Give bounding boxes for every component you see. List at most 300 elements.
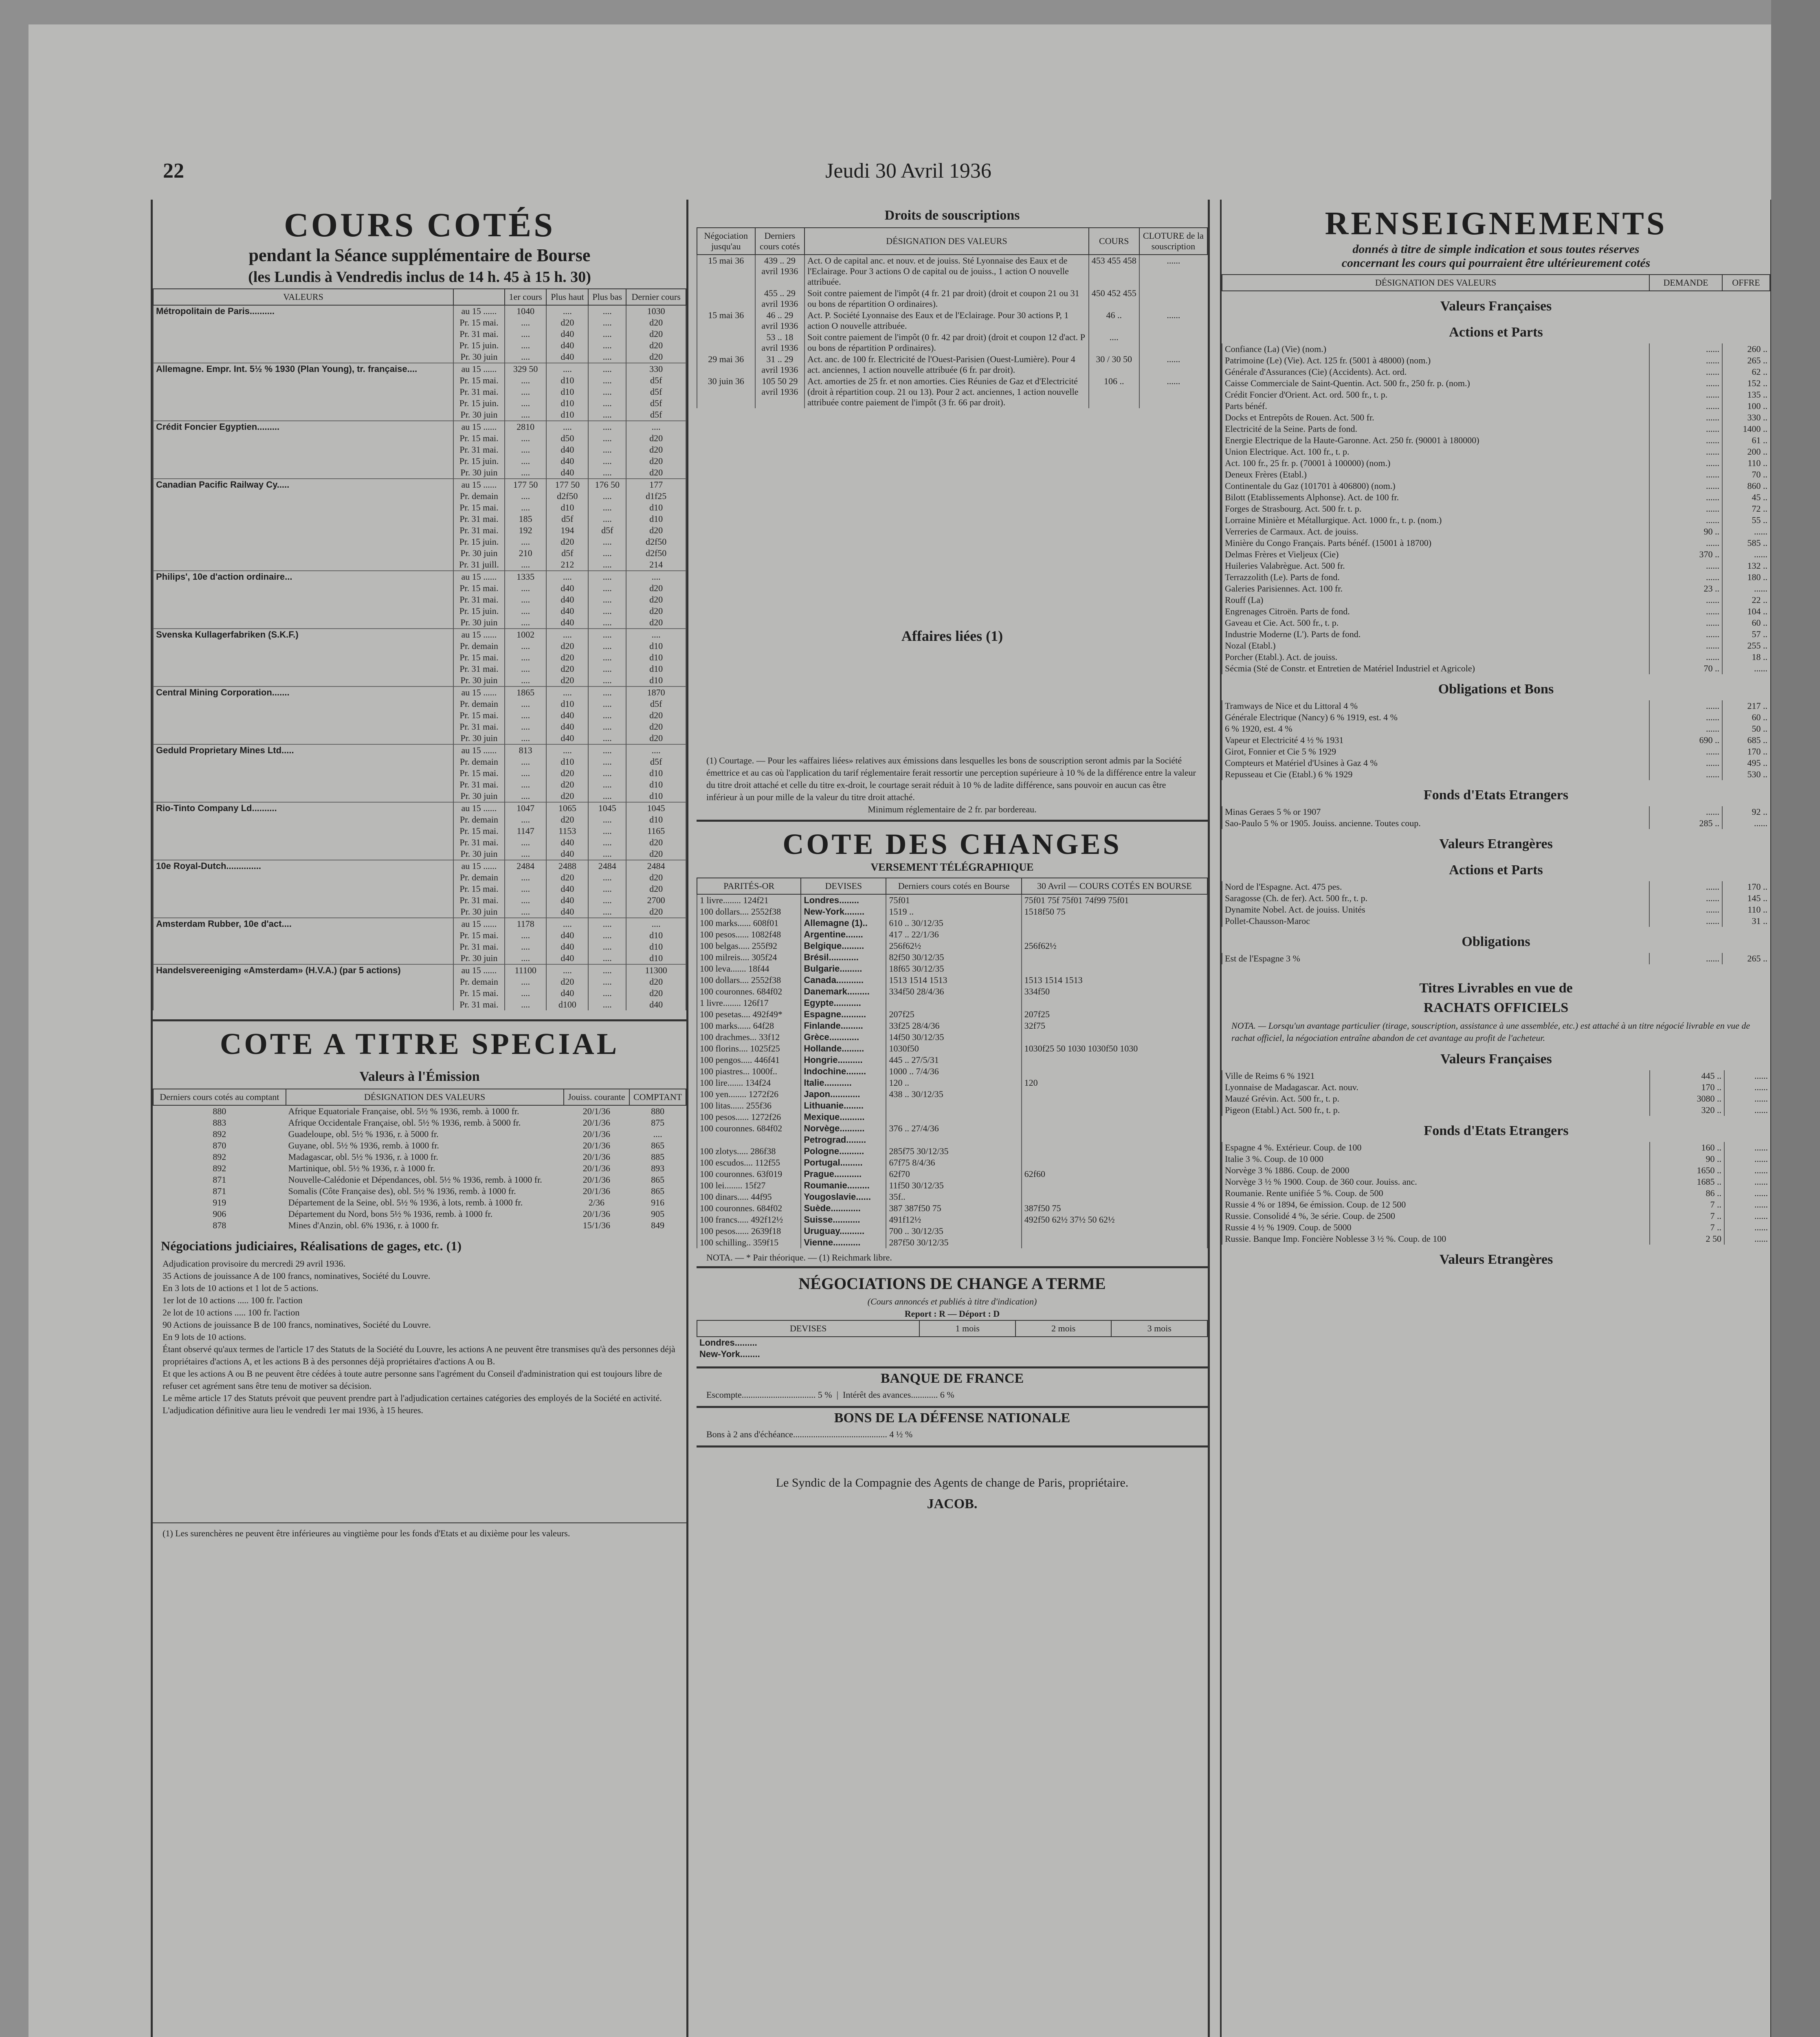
cours-cell: 177 50	[505, 479, 547, 491]
changes-cell: 18f65 30/12/35	[886, 963, 1021, 975]
cours-cell: ....	[505, 409, 547, 421]
cours-cell: 2700	[626, 895, 686, 906]
cours-cell: d50	[546, 433, 588, 444]
valeur-name: Caisse Commerciale de Saint-Quentin. Act. 500 fr., 250 fr. p. (nom.)	[1222, 378, 1649, 389]
table-row	[697, 1043, 1207, 1054]
cours-cell: ....	[626, 571, 686, 583]
table-row	[153, 1140, 686, 1151]
changes-cell: 100 milreis.... 305f24	[697, 952, 801, 963]
table-row	[697, 1134, 1207, 1146]
cours-cell: 1045	[588, 802, 626, 814]
cours-cell: d10	[626, 675, 686, 686]
cours-cell: Pr. 31 mai.	[453, 444, 505, 455]
valeur-name: Espagne 4 %. Extérieur. Coup. de 100	[1222, 1142, 1650, 1153]
cours-cell: d1f25	[626, 491, 686, 502]
table-row	[153, 525, 686, 536]
changes-cell: 417 .. 22/1/36	[886, 929, 1021, 940]
cours-cell: au 15 ......	[453, 479, 505, 491]
cours-cell: ....	[588, 340, 626, 351]
changes-nota: NOTA. — * Pair théorique. — (1) Reichmark libre.	[706, 1252, 892, 1263]
valeur-name: Rouff (La)	[1222, 594, 1649, 606]
table-row	[1222, 480, 1770, 492]
valeur-name	[153, 698, 453, 710]
cours-cell: Pr. 31 mai.	[453, 328, 505, 340]
table-row	[1222, 746, 1770, 757]
valeur-name	[153, 953, 453, 964]
cours-cell: d20	[626, 848, 686, 860]
column-renseignements	[1220, 200, 1772, 2037]
cours-cell: d40	[546, 906, 588, 918]
cours-cell: ....	[505, 433, 547, 444]
droits-cell: ......	[1139, 310, 1207, 332]
changes-cell: 438 .. 30/12/35	[886, 1089, 1021, 1100]
cours-cell: d40	[546, 953, 588, 964]
changes-cell: 287f50 30/12/35	[886, 1237, 1021, 1248]
cours-cell: 176 50	[588, 479, 626, 491]
table-row	[1222, 1153, 1770, 1165]
titre-special-title: COTE A TITRE SPECIAL	[220, 1027, 620, 1061]
cours-cell: 1002	[505, 629, 547, 640]
valeur-name: Dynamite Nobel. Act. de jouiss. Unités	[1222, 904, 1649, 915]
cours-cotes-header-cell: Plus bas	[588, 289, 626, 305]
valeur-name	[153, 906, 453, 918]
table-row	[697, 255, 1207, 288]
negociations-line: 35 Actions de jouissance A de 100 francs, nominatives, Société du Louvre.	[163, 1271, 431, 1281]
table-row	[153, 802, 686, 814]
price-cell: 90 ..	[1649, 526, 1722, 537]
cours-cell: d40	[546, 895, 588, 906]
cours-cell: d40	[546, 351, 588, 363]
table-row	[153, 1151, 686, 1163]
cours-cell: ....	[505, 559, 547, 571]
valeur-name: Amsterdam Rubber, 10e d'act....	[153, 918, 453, 930]
cours-cell: 1065	[546, 802, 588, 814]
changes-cell: 334f50 28/4/36	[886, 986, 1021, 997]
changes-cell: 387f50 75	[1022, 1203, 1207, 1214]
valeur-name: Norvège 3 % 1886. Coup. de 2000	[1222, 1165, 1650, 1176]
cours-cell: 330	[626, 363, 686, 375]
cours-cell: d40	[546, 710, 588, 721]
droits-cell: 46 .. 29 avril 1936	[755, 310, 805, 332]
table-row	[153, 918, 686, 930]
table-row	[697, 940, 1207, 952]
changes-cell	[1022, 1066, 1207, 1077]
changes-cell: 100 pesetas.... 492f49*	[697, 1009, 801, 1020]
cours-cell: d40	[546, 721, 588, 733]
cours-cell: Pr. 31 mai.	[453, 513, 505, 525]
cours-cell: 1178	[505, 918, 547, 930]
cours-cell: 1335	[505, 571, 547, 583]
table-row	[153, 502, 686, 513]
valeur-name	[153, 999, 453, 1010]
price-cell: ......	[1649, 560, 1722, 572]
valeur-name	[153, 455, 453, 467]
valeur-name	[153, 433, 453, 444]
droits-cell: Act. P. Société Lyonnaise des Eaux et de l'Eclairage. Pour 30 actions P, 1 action O nouvelle attribuée.	[804, 310, 1089, 332]
price-cell: 1400 ..	[1722, 423, 1770, 435]
titre-special-header-cell: Derniers cours cotés au comptant	[153, 1089, 286, 1105]
banque-rates: Escompte................................. 5 % | Intérêt des avances............ 6 %	[706, 1390, 954, 1400]
cours-cotes-header-cell: Dernier cours	[626, 289, 686, 305]
titre-special-cell: 893	[651, 1163, 665, 1173]
titre-special-table	[153, 1089, 686, 1231]
changes-cell: 100 pengos..... 446f41	[697, 1054, 801, 1066]
cours-cell: ....	[505, 848, 547, 860]
price-cell: 495 ..	[1722, 757, 1770, 769]
cours-cell: d20	[626, 433, 686, 444]
changes-cell: 62f70	[886, 1168, 1021, 1180]
cours-cell: ....	[588, 918, 626, 930]
table-row	[697, 1020, 1207, 1032]
terme-cell	[1111, 1348, 1207, 1360]
cours-cell: Pr. demain	[453, 640, 505, 652]
cours-cell: d20	[626, 721, 686, 733]
valeur-name: Geduld Proprietary Mines Ltd.....	[153, 744, 453, 756]
price-cell: ......	[1649, 606, 1722, 617]
cours-cell: 2484	[588, 860, 626, 872]
table-row	[153, 906, 686, 918]
price-cell: ......	[1722, 583, 1770, 594]
changes-cell	[1022, 1089, 1207, 1100]
cours-cell: ....	[505, 386, 547, 398]
cours-cell: ....	[505, 583, 547, 594]
changes-cell: Yougoslavie......	[801, 1191, 886, 1203]
cours-cell: Pr. 30 juin	[453, 953, 505, 964]
table-row	[1222, 806, 1770, 818]
changes-cell: Brésil............	[801, 952, 886, 963]
rachats-table	[1222, 1044, 1770, 1271]
cours-cell: ....	[588, 375, 626, 386]
negociations-line: Et que les actions A ou B ne peuvent être cédées à toute autre personne sans l'agrément du Conseil d'administration qui est toujours libre de refuser cet agrément sans être tenu de motiver sa décision.	[163, 1368, 662, 1391]
renseignements-subtitle2: concernant les cours qui pourraient être ultérieurement cotés	[1341, 256, 1651, 270]
price-cell: 255 ..	[1722, 640, 1770, 651]
titre-special-cell: 880	[651, 1106, 665, 1116]
cours-cell: d20	[546, 652, 588, 663]
cours-cell: ....	[588, 941, 626, 953]
price-cell: 50 ..	[1722, 723, 1770, 735]
cours-cell: ....	[588, 906, 626, 918]
table-row	[697, 288, 1207, 310]
table-row	[697, 986, 1207, 997]
cours-cell: d5f	[626, 409, 686, 421]
changes-cell: Bulgarie.........	[801, 963, 886, 975]
cours-cell: d10	[546, 375, 588, 386]
price-cell: 61 ..	[1722, 435, 1770, 446]
cours-cell: Pr. 15 mai.	[453, 502, 505, 513]
price-cell: ......	[1649, 806, 1722, 818]
cours-cell: Pr. 31 mai.	[453, 525, 505, 536]
cours-cell: ....	[626, 918, 686, 930]
cours-cell: d10	[626, 640, 686, 652]
valeur-name	[153, 790, 453, 802]
valeur-name: Russie. Consolidé 4 %, 3e série. Coup. de 2500	[1222, 1210, 1650, 1222]
cours-cell: d40	[546, 837, 588, 848]
changes-cell: 1513 1514 1513	[1022, 975, 1207, 986]
titre-special-cell: 875	[651, 1117, 665, 1128]
table-row	[153, 825, 686, 837]
courtage-minimum: Minimum réglementaire de 2 fr. par bordereau.	[868, 804, 1037, 814]
cours-cell: ....	[588, 605, 626, 617]
table-row	[697, 1032, 1207, 1043]
cours-cell: d20	[546, 675, 588, 686]
cours-cell: ....	[505, 883, 547, 895]
table-row	[153, 351, 686, 363]
table-row	[1222, 1210, 1770, 1222]
price-cell: ......	[1649, 343, 1722, 355]
table-row	[697, 1054, 1207, 1066]
valeur-name	[153, 317, 453, 328]
changes-cell: Danemark.........	[801, 986, 886, 997]
valeur-name: Union Electrique. Act. 100 fr., t. p.	[1222, 446, 1649, 458]
changes-cell: 334f50	[1022, 986, 1207, 997]
cours-cell: ....	[505, 536, 547, 548]
changes-title: COTE DES CHANGES	[783, 828, 1122, 860]
table-row	[153, 733, 686, 744]
valeur-name: Galeries Parisiennes. Act. 100 fr.	[1222, 583, 1649, 594]
valeur-name: Terrazzolith (Le). Parts de fond.	[1222, 572, 1649, 583]
price-cell: ......	[1649, 700, 1722, 712]
cours-cell: d20	[546, 790, 588, 802]
column-droits-changes	[697, 200, 1210, 2037]
valeur-name	[153, 525, 453, 536]
cours-cell: d20	[546, 814, 588, 825]
price-cell: 217 ..	[1722, 700, 1770, 712]
cours-cell: d20	[626, 351, 686, 363]
changes-cell	[1022, 1111, 1207, 1123]
table-row	[697, 1337, 1207, 1348]
table-row	[1222, 400, 1770, 412]
cours-cell: ....	[588, 848, 626, 860]
cours-cell: 212	[546, 559, 588, 571]
signature-name: JACOB.	[927, 1496, 978, 1511]
cours-cell: ....	[588, 976, 626, 988]
price-cell: ......	[1649, 480, 1722, 492]
price-cell: 60 ..	[1722, 617, 1770, 629]
valeur-name: Générale Electrique (Nancy) 6 % 1919, est. 4 %	[1222, 712, 1649, 723]
cours-cell: ....	[505, 351, 547, 363]
price-cell: 70 ..	[1649, 663, 1722, 674]
cours-cell: ....	[588, 351, 626, 363]
changes-cell: 100 florins.... 1025f25	[697, 1043, 801, 1054]
titre-special-cell: ....	[653, 1129, 662, 1139]
changes-cell: 120	[1022, 1077, 1207, 1089]
cours-cell: ....	[588, 629, 626, 640]
table-row	[697, 1237, 1207, 1248]
titre-special-cell: Guadeloupe, obl. 5½ % 1936, r. à 5000 fr.	[288, 1129, 439, 1139]
valeur-name: Russie. Banque Imp. Foncière Noblesse 3 ½ %. Coup. de 100	[1222, 1233, 1650, 1245]
table-row	[153, 605, 686, 617]
cours-cell: Pr. demain	[453, 698, 505, 710]
price-cell: ......	[1649, 769, 1722, 780]
cours-cell: ....	[588, 837, 626, 848]
valeur-name: Crédit Foncier d'Orient. Act. ord. 500 fr., t. p.	[1222, 389, 1649, 400]
table-row	[1222, 915, 1770, 927]
changes-cell: 1518f50 75	[1022, 906, 1207, 917]
cours-cell: ....	[588, 872, 626, 883]
valeur-name: Saragosse (Ch. de fer). Act. 500 fr., t. p.	[1222, 893, 1649, 904]
changes-cell: 100 piastres... 1000f..	[697, 1066, 801, 1077]
valeur-name: Industrie Moderne (L'). Parts de fond.	[1222, 629, 1649, 640]
price-cell: ......	[1649, 389, 1722, 400]
cours-cell: Pr. 31 mai.	[453, 895, 505, 906]
changes-cell	[886, 1134, 1021, 1146]
changes-cell	[1022, 917, 1207, 929]
cours-cell: ....	[546, 363, 588, 375]
changes-cell	[1022, 1032, 1207, 1043]
changes-cell: 207f25	[1022, 1009, 1207, 1020]
cours-cell: d5f	[546, 513, 588, 525]
cours-cell: d10	[546, 386, 588, 398]
changes-cell: 100 marks...... 64f28	[697, 1020, 801, 1032]
cours-cell: Pr. 30 juin	[453, 409, 505, 421]
changes-cell	[1022, 1225, 1207, 1237]
cours-cell: Pr. 30 juin	[453, 733, 505, 744]
signature-line: Le Syndic de la Compagnie des Agents de change de Paris, propriétaire.	[776, 1476, 1129, 1489]
changes-cell: Espagne..........	[801, 1009, 886, 1020]
droits-cell: ......	[1139, 354, 1207, 376]
price-cell: 152 ..	[1722, 378, 1770, 389]
price-cell: ......	[1722, 526, 1770, 537]
changes-cell: Belgique.........	[801, 940, 886, 952]
valeur-name	[153, 988, 453, 999]
price-cell: 55 ..	[1722, 515, 1770, 526]
table-row	[697, 1168, 1207, 1180]
valeur-name: Minas Geraes 5 % or 1907	[1222, 806, 1649, 818]
changes-cell: 100 zlotys..... 286f38	[697, 1146, 801, 1157]
valeur-name	[153, 814, 453, 825]
cours-cell: ....	[505, 663, 547, 675]
table-row	[1222, 572, 1770, 583]
titre-special-cell: 916	[651, 1197, 665, 1208]
cours-cotes-table	[153, 288, 686, 1010]
titre-special-cell: 871	[213, 1186, 226, 1196]
price-cell: ......	[1649, 412, 1722, 423]
changes-cell: 256f62½	[886, 940, 1021, 952]
valeur-name: Norvège 3 ½ % 1900. Coup. de 360 cour. Jouiss. anc.	[1222, 1176, 1650, 1188]
table-row	[697, 917, 1207, 929]
cours-cell: Pr. 30 juin	[453, 617, 505, 629]
cours-cell: au 15 ......	[453, 363, 505, 375]
cours-cell: d40	[546, 328, 588, 340]
price-cell: ......	[1724, 1210, 1770, 1222]
cours-cell: d20	[626, 883, 686, 895]
cours-cell: Pr. 30 juin	[453, 675, 505, 686]
cours-cell: ....	[588, 790, 626, 802]
cours-cell: au 15 ......	[453, 305, 505, 317]
changes-cell: 100 marks...... 608f01	[697, 917, 801, 929]
cours-cell: d20	[546, 317, 588, 328]
cours-cell: Pr. 15 mai.	[453, 988, 505, 999]
changes-cell: 75f01 75f 75f01 74f99 75f01	[1022, 894, 1207, 906]
cours-cell: au 15 ......	[453, 964, 505, 976]
changes-cell	[697, 1134, 801, 1146]
table-row	[153, 513, 686, 525]
table-row	[153, 491, 686, 502]
cours-cell: ....	[505, 317, 547, 328]
terme-header-cell: 1 mois	[919, 1320, 1016, 1337]
cours-cell: Pr. 15 mai.	[453, 375, 505, 386]
table-row	[1222, 881, 1770, 893]
changes-subtitle: VERSEMENT TÉLÉGRAPHIQUE	[870, 861, 1034, 873]
valeur-name: Porcher (Etabl.). Act. de jouiss.	[1222, 651, 1649, 663]
titre-special-cell: 865	[651, 1186, 665, 1196]
valeur-name: Russie 4 % or 1894, 6e émission. Coup. de 12 500	[1222, 1199, 1650, 1210]
cours-cell: ....	[505, 906, 547, 918]
cours-cell: ....	[588, 930, 626, 941]
valeur-name	[153, 872, 453, 883]
cours-cell: ....	[588, 814, 626, 825]
cours-cell: au 15 ......	[453, 571, 505, 583]
cours-cell: 11300	[626, 964, 686, 976]
titre-special-cell: 849	[651, 1220, 665, 1230]
cours-cell: d20	[546, 976, 588, 988]
cours-cell: 185	[505, 513, 547, 525]
droits-cell: 15 mai 36	[697, 255, 755, 288]
cours-cell: d20	[626, 872, 686, 883]
droits-cell: 455 .. 29 avril 1936	[755, 288, 805, 310]
price-cell: ......	[1649, 723, 1722, 735]
price-cell: ......	[1724, 1070, 1770, 1082]
cours-cell: ....	[505, 398, 547, 409]
cours-cotes-header-cell: Plus haut	[546, 289, 588, 305]
changes-cell: 1030f50	[886, 1043, 1021, 1054]
section-subtitle-cell: Obligations et Bons	[1438, 682, 1554, 697]
cours-cell: ....	[505, 340, 547, 351]
changes-cell: 75f01	[886, 894, 1021, 906]
renseignements-header-cell: DEMANDE	[1649, 275, 1722, 291]
changes-cell	[1022, 1100, 1207, 1111]
cours-cell: 329 50	[505, 363, 547, 375]
table-row	[153, 837, 686, 848]
table-row	[1222, 640, 1770, 651]
cours-cell: ....	[546, 686, 588, 698]
droits-cell: 46 ..	[1089, 310, 1139, 332]
table-row	[153, 559, 686, 571]
changes-cell: Roumanie.........	[801, 1180, 886, 1191]
valeur-name: Patrimoine (Le) (Vie). Act. 125 fr. (5001 à 48000) (nom.)	[1222, 355, 1649, 366]
cours-cell: d10	[546, 502, 588, 513]
changes-cell	[1022, 1123, 1207, 1134]
terme-cell: Londres.........	[699, 1337, 757, 1348]
cours-cell: ....	[588, 779, 626, 790]
cours-cell: ....	[588, 640, 626, 652]
valeur-name: Rio-Tinto Company Ld..........	[153, 802, 453, 814]
cours-cell: ....	[505, 988, 547, 999]
price-cell: 135 ..	[1722, 389, 1770, 400]
price-cell: 145 ..	[1722, 893, 1770, 904]
price-cell: ......	[1724, 1222, 1770, 1233]
cours-cell: Pr. 15 mai.	[453, 433, 505, 444]
droits-cell: 31 .. 29 avril 1936	[755, 354, 805, 376]
changes-cell: Suisse...........	[801, 1214, 886, 1225]
price-cell: 110 ..	[1722, 458, 1770, 469]
cours-cell: Pr. 15 juin.	[453, 455, 505, 467]
cours-cell: ....	[505, 605, 547, 617]
valeur-name	[153, 617, 453, 629]
table-row	[153, 999, 686, 1010]
table-row	[153, 721, 686, 733]
cours-cell: d2f50	[626, 548, 686, 559]
table-row	[1222, 1142, 1770, 1153]
cours-cell: d20	[626, 617, 686, 629]
cours-cell: d40	[546, 455, 588, 467]
cours-cell: Pr. demain	[453, 756, 505, 768]
changes-cell: 100 litas...... 255f36	[697, 1100, 801, 1111]
droits-cell: Act. O de capital anc. et nouv. et de jouiss. Sté Lyonnaise des Eaux et de l'Eclairage. Pour 3 actions O de capital ou de jouiss., 1 action O nouvelle attribuée.	[804, 255, 1089, 288]
titre-special-cell: 20/1/36	[582, 1163, 610, 1173]
changes-header-cell: Derniers cours cotés en Bourse	[886, 878, 1021, 894]
valeur-name	[153, 976, 453, 988]
